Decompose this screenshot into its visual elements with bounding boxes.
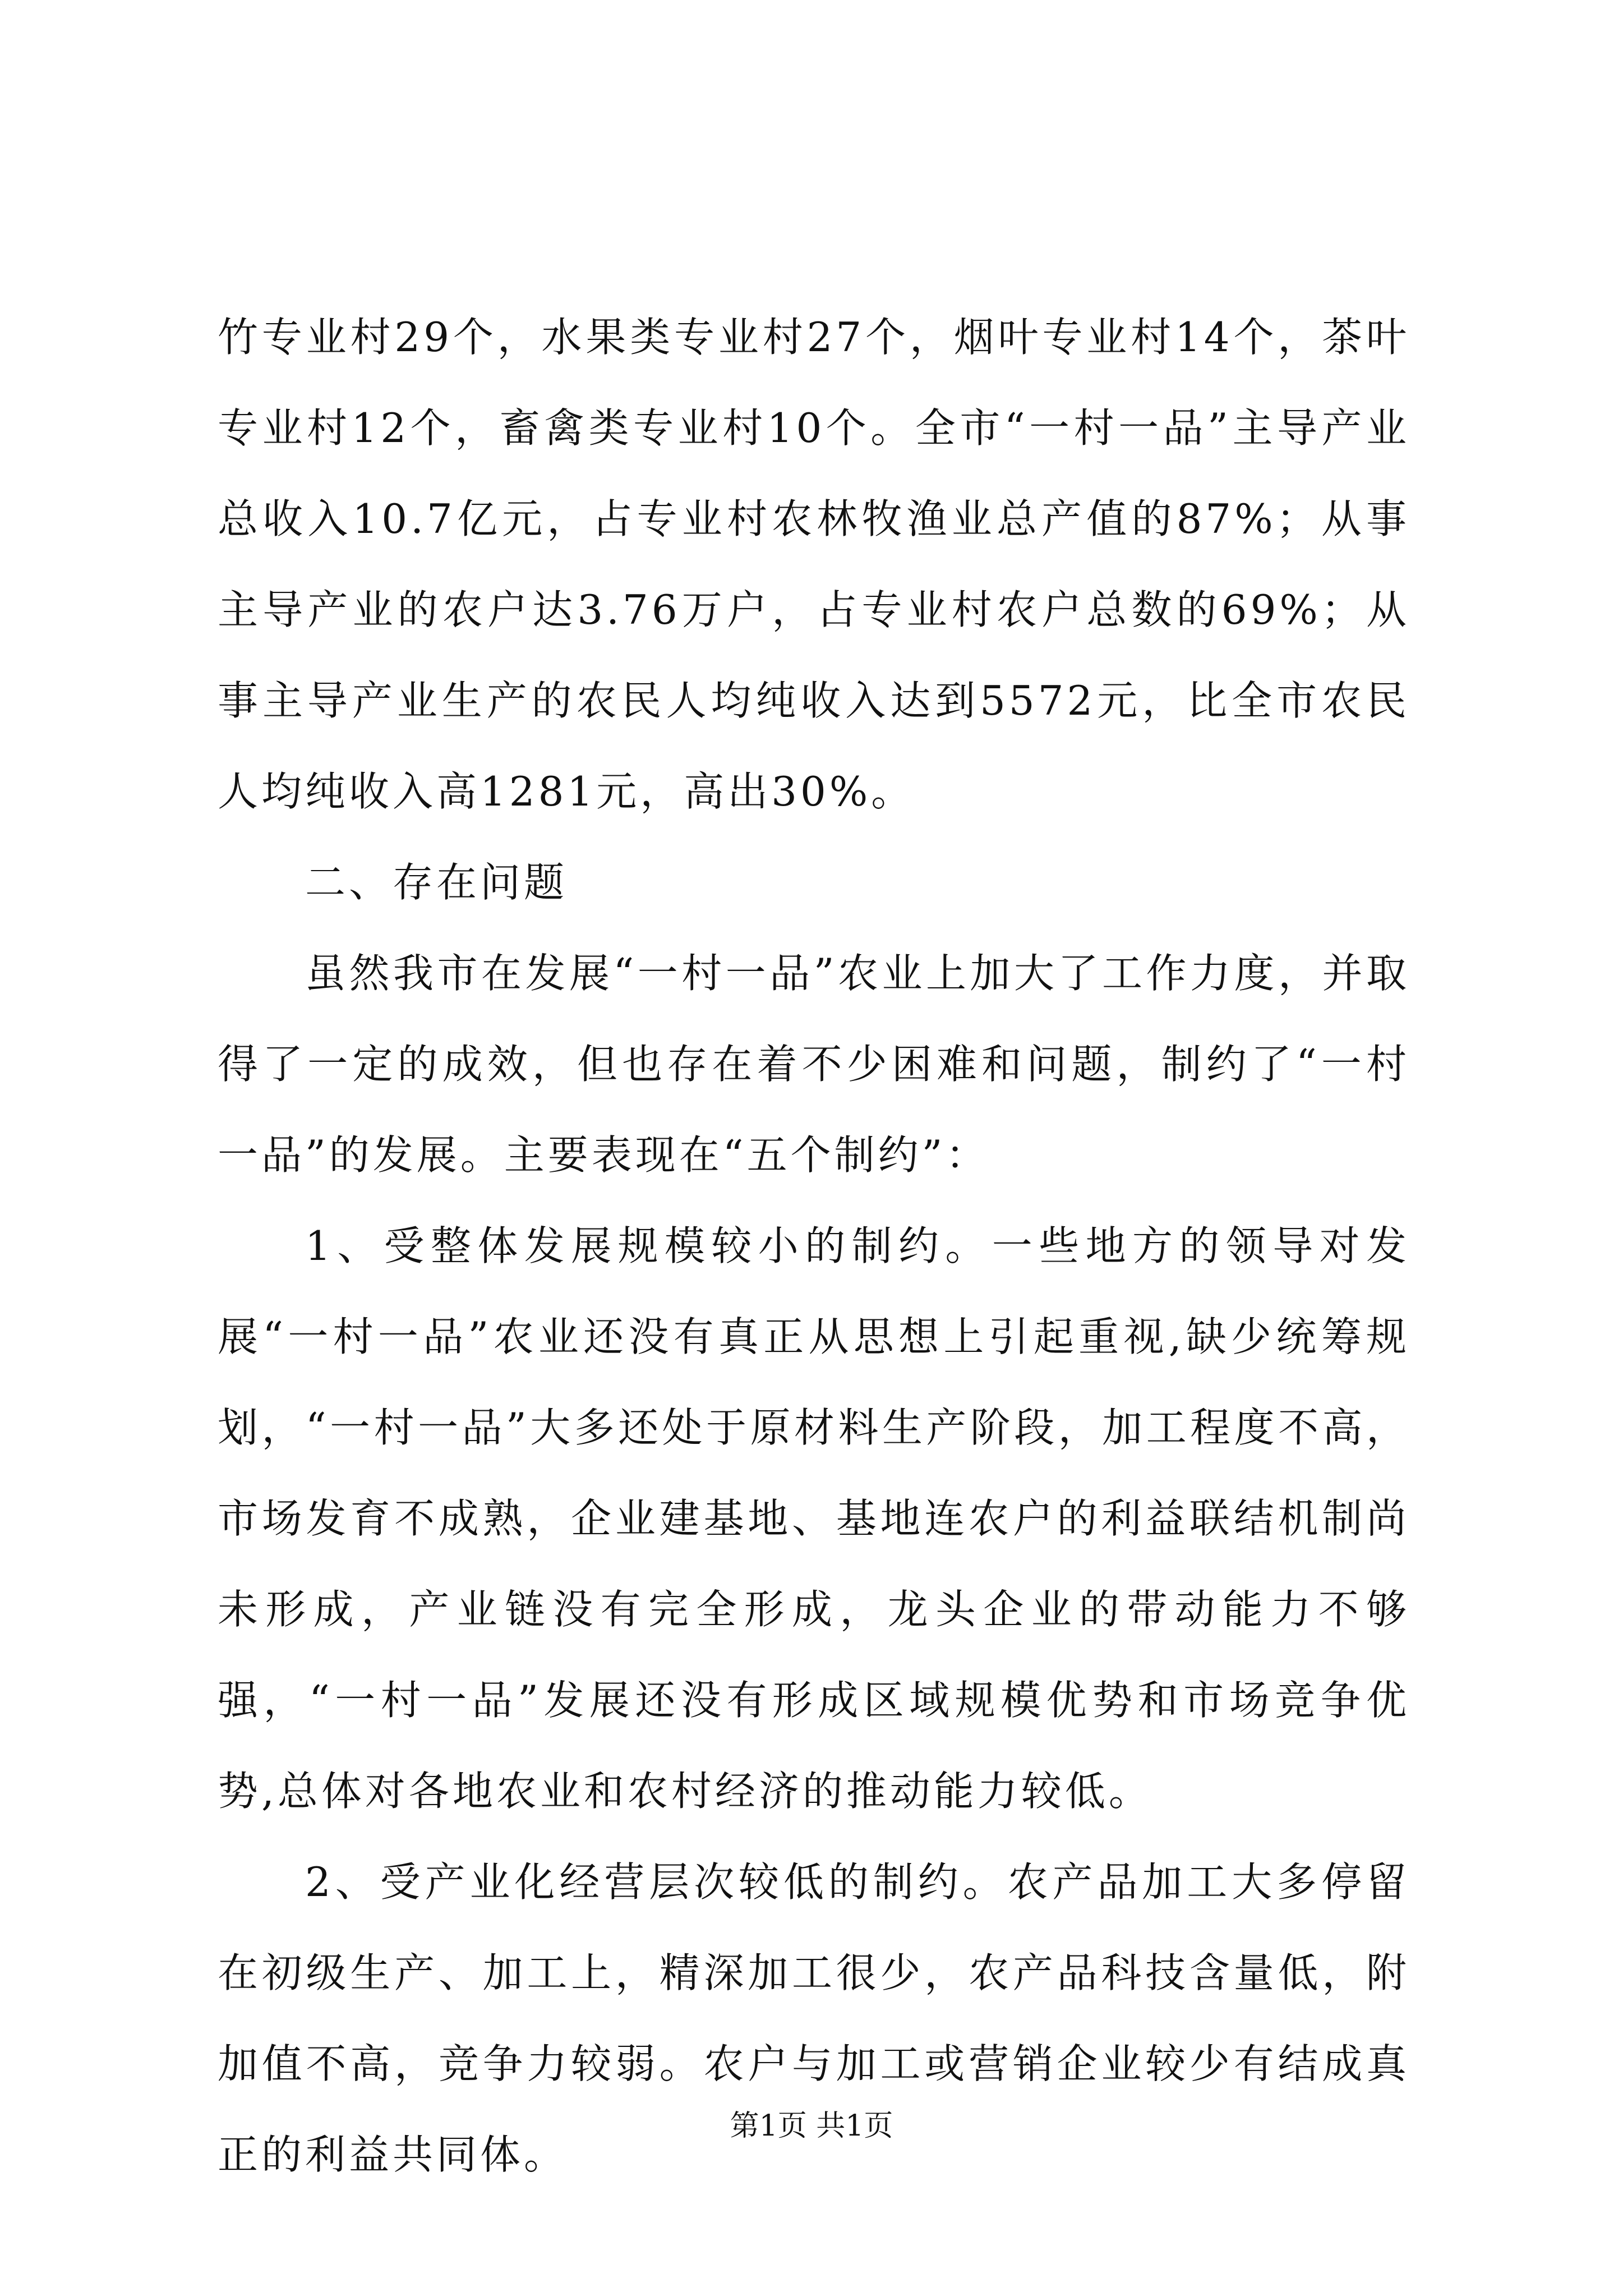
paragraph-continued-statistics: 竹专业村29个，水果类专业村27个，烟叶专业村14个，茶叶专业村12个，畜禽类专业村10个。全市“一村一品”主导产业总收入10.7亿元，占专业村农林牧渔业总产值的87%；从事主导产业的农户达3.76万户，占专业村农户总数的69%；从事主导产业生产的农民人均纯收入达到5572元，比全市农民人均纯收入高1281元，高出30%。 bbox=[218, 314, 1410, 815]
paragraph-constraint-2: 2、受产业化经营层次较低的制约。农产品加工大多停留在初级生产、加工上，精深加工很少，农产品科技含量低，附加值不高，竞争力较弱。农户与加工或营销企业较少有结成真正的利益共同体。 bbox=[218, 1858, 1410, 2178]
paragraph-problems-intro: 虽然我市在发展“一村一品”农业上加大了工作力度，并取得了一定的成效，但也存在着不少困难和问题，制约了“一村一品”的发展。主要表现在“五个制约”： bbox=[218, 950, 1410, 1179]
page-footer: 第1页 共1页 bbox=[730, 2109, 893, 2143]
paragraph-constraint-1: 1、受整体发展规模较小的制约。一些地方的领导对发展“一村一品”农业还没有真正从思想上引起重视,缺少统筹规划，“一村一品”大多还处于原材料生产阶段，加工程度不高，市场发育不成熟，企业建基地、基地连农户的利益联结机制尚未形成，产业链没有完全形成，龙头企业的带动能力不够强，“一村一品”发展还没有形成区域规模优势和市场竞争优势,总体对各地农业和农村经济的推动能力较低。 bbox=[218, 1222, 1410, 1815]
section-heading-existing-problems: 二、存在问题 bbox=[305, 859, 568, 906]
document-body bbox=[218, 292, 1410, 2200]
